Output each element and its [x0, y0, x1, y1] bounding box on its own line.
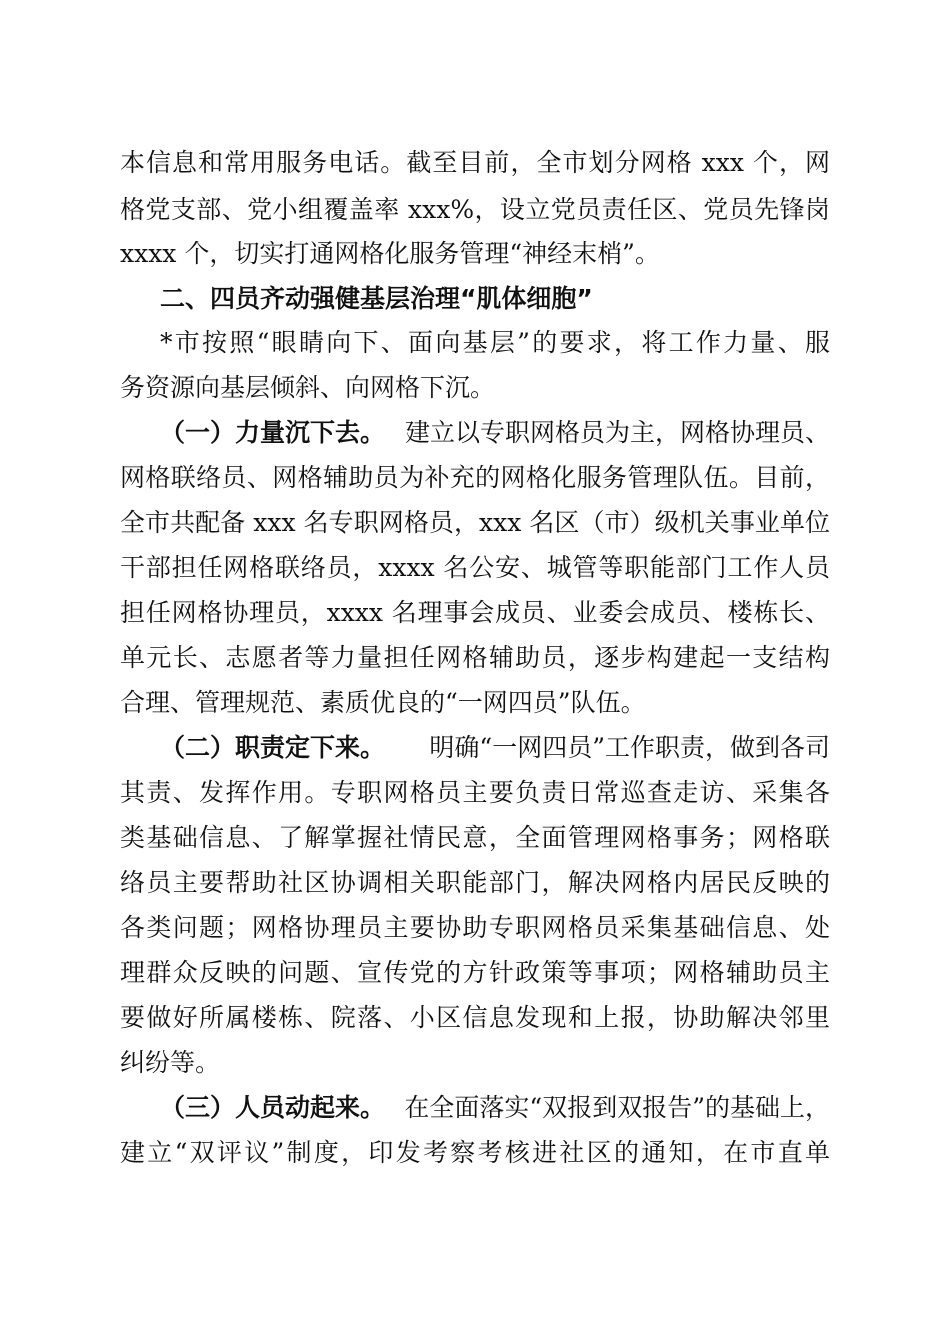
body-text-line: 干部担任网格联络员，xxxx 名公安、城管等职能部门工作人员 [120, 553, 830, 582]
section-heading: 二、四员齐动强健基层治理“肌体细胞” [160, 284, 593, 313]
body-text-line: xxxx 个，切实打通网格化服务管理“神经末梢”。 [120, 239, 660, 268]
paragraph-first-line [160, 1088, 830, 1128]
body-text-line: 担任网格协理员，xxxx 名理事会成员、业委会成员、楼栋长、 [120, 598, 830, 627]
body-text-span: 建立以专职网格员为主，网格协理员、 [404, 418, 830, 447]
paragraph-first-line [160, 728, 830, 768]
body-text-line: 络员主要帮助社区协调相关职能部门，解决网格内居民反映的 [120, 868, 830, 897]
body-text-line: 类基础信息、了解掌握社情民意，全面管理网格事务；网格联 [120, 823, 830, 852]
body-text-line: 纠纷等。 [120, 1048, 221, 1077]
body-text-line: 务资源向基层倾斜、向网格下沉。 [120, 373, 496, 402]
body-text-line: 全市共配备 xxx 名专职网格员，xxx 名区（市）级机关事业单位 [120, 508, 830, 537]
body-text-line: 单元长、志愿者等力量担任网格辅助员，逐步构建起一支结构 [120, 643, 830, 672]
body-text-line: 要做好所属楼栋、院落、小区信息发现和上报，协助解决邻里 [120, 1003, 830, 1032]
subsection-heading: （二）职责定下来。 [160, 733, 386, 762]
subsection-heading: （三）人员动起来。 [160, 1093, 386, 1122]
body-text-line: 合理、管理规范、素质优良的“一网四员”队伍。 [120, 688, 646, 717]
subsection-heading: （一）力量沉下去。 [160, 418, 386, 447]
body-text-span: 在全面落实“双报到双报告”的基础上， [404, 1093, 830, 1122]
body-text-line: 理群众反映的问题、宣传党的方针政策等事项；网格辅助员主 [120, 958, 830, 987]
body-text-line: 网格联络员、网格辅助员为补充的网格化服务管理队伍。目前， [120, 463, 830, 492]
body-text-line: 建立“双评议”制度，印发考察考核进社区的通知，在市直单 [120, 1138, 830, 1167]
body-text-line: 各类问题；网格协理员主要协助专职网格员采集基础信息、处 [120, 913, 830, 942]
body-text-span: 明确“一网四员”工作职责，做到各司 [429, 733, 830, 762]
body-text-line: 本信息和常用服务电话。截至目前，全市划分网格 xxx 个，网 [120, 148, 830, 177]
paragraph-first-line [160, 413, 830, 453]
body-text-line: 其责、发挥作用。专职网格员主要负责日常巡查走访、采集各 [120, 778, 830, 807]
body-text-line: 格党支部、党小组覆盖率 xxx%，设立党员责任区、党员先锋岗 [120, 195, 830, 224]
body-text-line: *市按照“眼睛向下、面向基层”的要求，将工作力量、服 [160, 328, 830, 357]
